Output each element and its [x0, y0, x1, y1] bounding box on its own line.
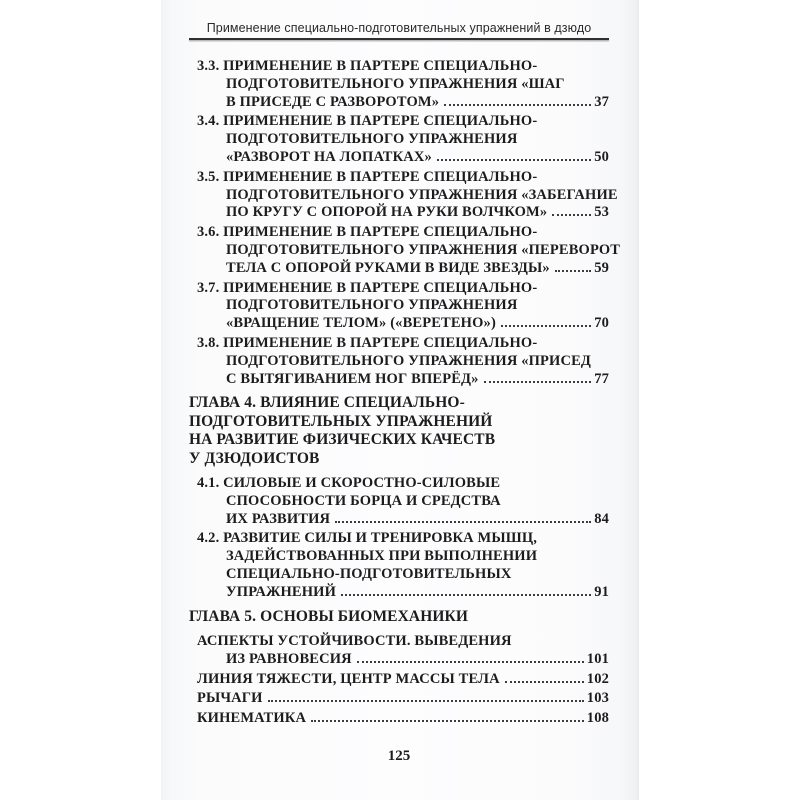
toc-line: ПОДГОТОВИТЕЛЬНОГО УПРАЖНЕНИЯ «ПЕРЕВОРОТ — [226, 241, 621, 258]
toc-line-text: ЛИНИЯ ТЯЖЕСТИ, ЦЕНТР МАССЫ ТЕЛА — [197, 670, 500, 687]
toc-line: АСПЕКТЫ УСТОЙЧИВОСТИ. ВЫВЕДЕНИЯ — [197, 632, 512, 649]
toc-line: ПОДГОТОВИТЕЛЬНОГО УПРАЖНЕНИЯ «ПРИСЕД — [226, 352, 592, 369]
toc-line-text: ИХ РАЗВИТИЯ — [226, 510, 331, 527]
toc-line — [197, 371, 609, 389]
toc-line: 4.1. СИЛОВЫЕ И СКОРОСТНО-СИЛОВЫЕ — [197, 474, 501, 491]
toc-line-text: С ВЫТЯГИВАНИЕМ НОГ ВПЕРЁД» — [226, 370, 479, 387]
toc-line: 3.3. ПРИМЕНЕНИЕ В ПАРТЕРЕ СПЕЦИАЛЬНО- — [197, 58, 538, 74]
dot-leader — [268, 700, 584, 702]
toc-page-number: 108 — [586, 710, 609, 727]
toc-page-number: 84 — [594, 510, 609, 527]
toc-entry — [189, 475, 609, 528]
toc-page-number: 70 — [594, 315, 609, 332]
toc-line: СПЕЦИАЛЬНО-ПОДГОТОВИТЕЛЬНЫХ — [226, 565, 512, 582]
toc-line: ПОДГОТОВИТЕЛЬНОГО УПРАЖНЕНИЯ «ЗАБЕГАНИЕ — [226, 186, 618, 203]
toc-line — [197, 204, 609, 222]
toc-entry — [189, 168, 618, 222]
dot-leader — [444, 104, 591, 106]
toc-line: ЗАДЕЙСТВОВАННЫХ ПРИ ВЫПОЛНЕНИИ — [226, 548, 538, 565]
toc-line — [197, 690, 609, 708]
chapter-heading — [189, 394, 609, 468]
chapter-heading-line: У ДЗЮДОИСТОВ — [189, 449, 320, 467]
toc-line-text: РЫЧАГИ — [197, 690, 263, 707]
toc-page-number: 59 — [594, 259, 609, 276]
toc-line: 3.6. ПРИМЕНЕНИЕ В ПАРТЕРЕ СПЕЦИАЛЬНО- — [197, 224, 538, 241]
toc-page-number: 37 — [594, 93, 609, 110]
running-header: Применение специально-подготовительных упражнений в дзюдо — [206, 21, 592, 35]
toc-entry — [189, 113, 609, 166]
toc-line: ПОДГОТОВИТЕЛЬНОГО УПРАЖНЕНИЯ «ШАГ — [226, 75, 565, 92]
toc-line-text: «РАЗВОРОТ НА ЛОПАТКАХ» — [226, 148, 432, 165]
toc-line-text: ПО КРУГУ С ОПОРОЙ НА РУКИ ВОЛЧКОМ» — [226, 204, 548, 221]
toc-entry — [189, 710, 609, 728]
header-rule — [189, 38, 609, 40]
toc-line: 3.5. ПРИМЕНЕНИЕ В ПАРТЕРЕ СПЕЦИАЛЬНО- — [197, 168, 538, 185]
toc-line — [197, 584, 609, 602]
toc-line: 3.8. ПРИМЕНЕНИЕ В ПАРТЕРЕ СПЕЦИАЛЬНО- — [197, 334, 538, 351]
toc-page-number: 50 — [594, 148, 609, 165]
dot-leader — [437, 159, 591, 161]
toc-line: ПОДГОТОВИТЕЛЬНОГО УПРАЖНЕНИЯ — [226, 131, 518, 148]
footer-page-number: 125 — [387, 747, 411, 764]
toc-page-number: 77 — [594, 370, 609, 387]
toc-page-number: 91 — [594, 583, 609, 600]
chapter-heading-line: ПОДГОТОВИТЕЛЬНЫХ УПРАЖНЕНИЙ — [189, 412, 493, 430]
toc-line-text: ТЕЛА С ОПОРОЙ РУКАМИ В ВИДЕ ЗВЕЗДЫ» — [226, 259, 550, 276]
dot-leader — [335, 521, 591, 523]
dot-leader — [484, 381, 592, 383]
toc-entry — [189, 280, 609, 333]
toc-page-number: 103 — [586, 690, 609, 707]
chapter-heading-line: НА РАЗВИТИЕ ФИЗИЧЕСКИХ КАЧЕСТВ — [189, 431, 496, 449]
toc-entry — [189, 335, 609, 388]
toc-page-number: 53 — [594, 204, 609, 221]
toc-line — [197, 149, 609, 167]
chapter-heading — [189, 608, 609, 626]
dot-leader — [501, 325, 591, 327]
toc-line — [197, 94, 609, 112]
toc-line-text: ИЗ РАВНОВЕСИЯ — [226, 650, 352, 667]
toc-line — [197, 651, 609, 669]
toc-line: 4.2. РАЗВИТИЕ СИЛЫ И ТРЕНИРОВКА МЫШЦ, — [197, 530, 538, 547]
toc-line-text: КИНЕМАТИКА — [197, 710, 307, 727]
table-of-contents — [189, 58, 621, 728]
toc-line: СПОСОБНОСТИ БОРЦА И СРЕДСТВА — [226, 492, 501, 509]
toc-entry — [189, 633, 609, 669]
chapter-heading-line: ГЛАВА 4. ВЛИЯНИЕ СПЕЦИАЛЬНО- — [189, 394, 465, 412]
toc-line — [197, 671, 609, 689]
toc-line — [197, 260, 609, 278]
dot-leader — [552, 214, 591, 216]
page-content — [161, 0, 639, 765]
toc-line: ПОДГОТОВИТЕЛЬНОГО УПРАЖНЕНИЯ — [226, 297, 518, 314]
toc-entry — [189, 224, 621, 277]
dot-leader — [505, 681, 584, 683]
dot-leader — [555, 270, 591, 272]
toc-line: 3.4. ПРИМЕНЕНИЕ В ПАРТЕРЕ СПЕЦИАЛЬНО- — [197, 113, 538, 130]
dot-leader — [341, 594, 591, 596]
toc-entry — [189, 530, 609, 601]
chapter-heading-line: ГЛАВА 5. ОСНОВЫ БИОМЕХАНИКИ — [189, 607, 469, 625]
toc-line — [197, 315, 609, 333]
toc-line-text: УПРАЖНЕНИЙ — [226, 583, 337, 600]
book-page-photo — [161, 0, 639, 800]
toc-line: 3.7. ПРИМЕНЕНИЕ В ПАРТЕРЕ СПЕЦИАЛЬНО- — [197, 279, 538, 296]
toc-page-number: 102 — [586, 670, 609, 687]
toc-line-text: В ПРИСЕДЕ С РАЗВОРОТОМ» — [226, 93, 440, 110]
toc-entry — [189, 690, 609, 708]
dot-leader — [311, 720, 584, 722]
dot-leader — [357, 661, 584, 663]
toc-line — [197, 511, 609, 529]
toc-line — [197, 710, 609, 728]
toc-entry — [189, 671, 609, 689]
toc-line-text: «ВРАЩЕНИЕ ТЕЛОМ» («ВЕРЕТЕНО») — [226, 315, 496, 332]
toc-entry — [189, 58, 609, 111]
toc-page-number: 101 — [586, 650, 609, 667]
